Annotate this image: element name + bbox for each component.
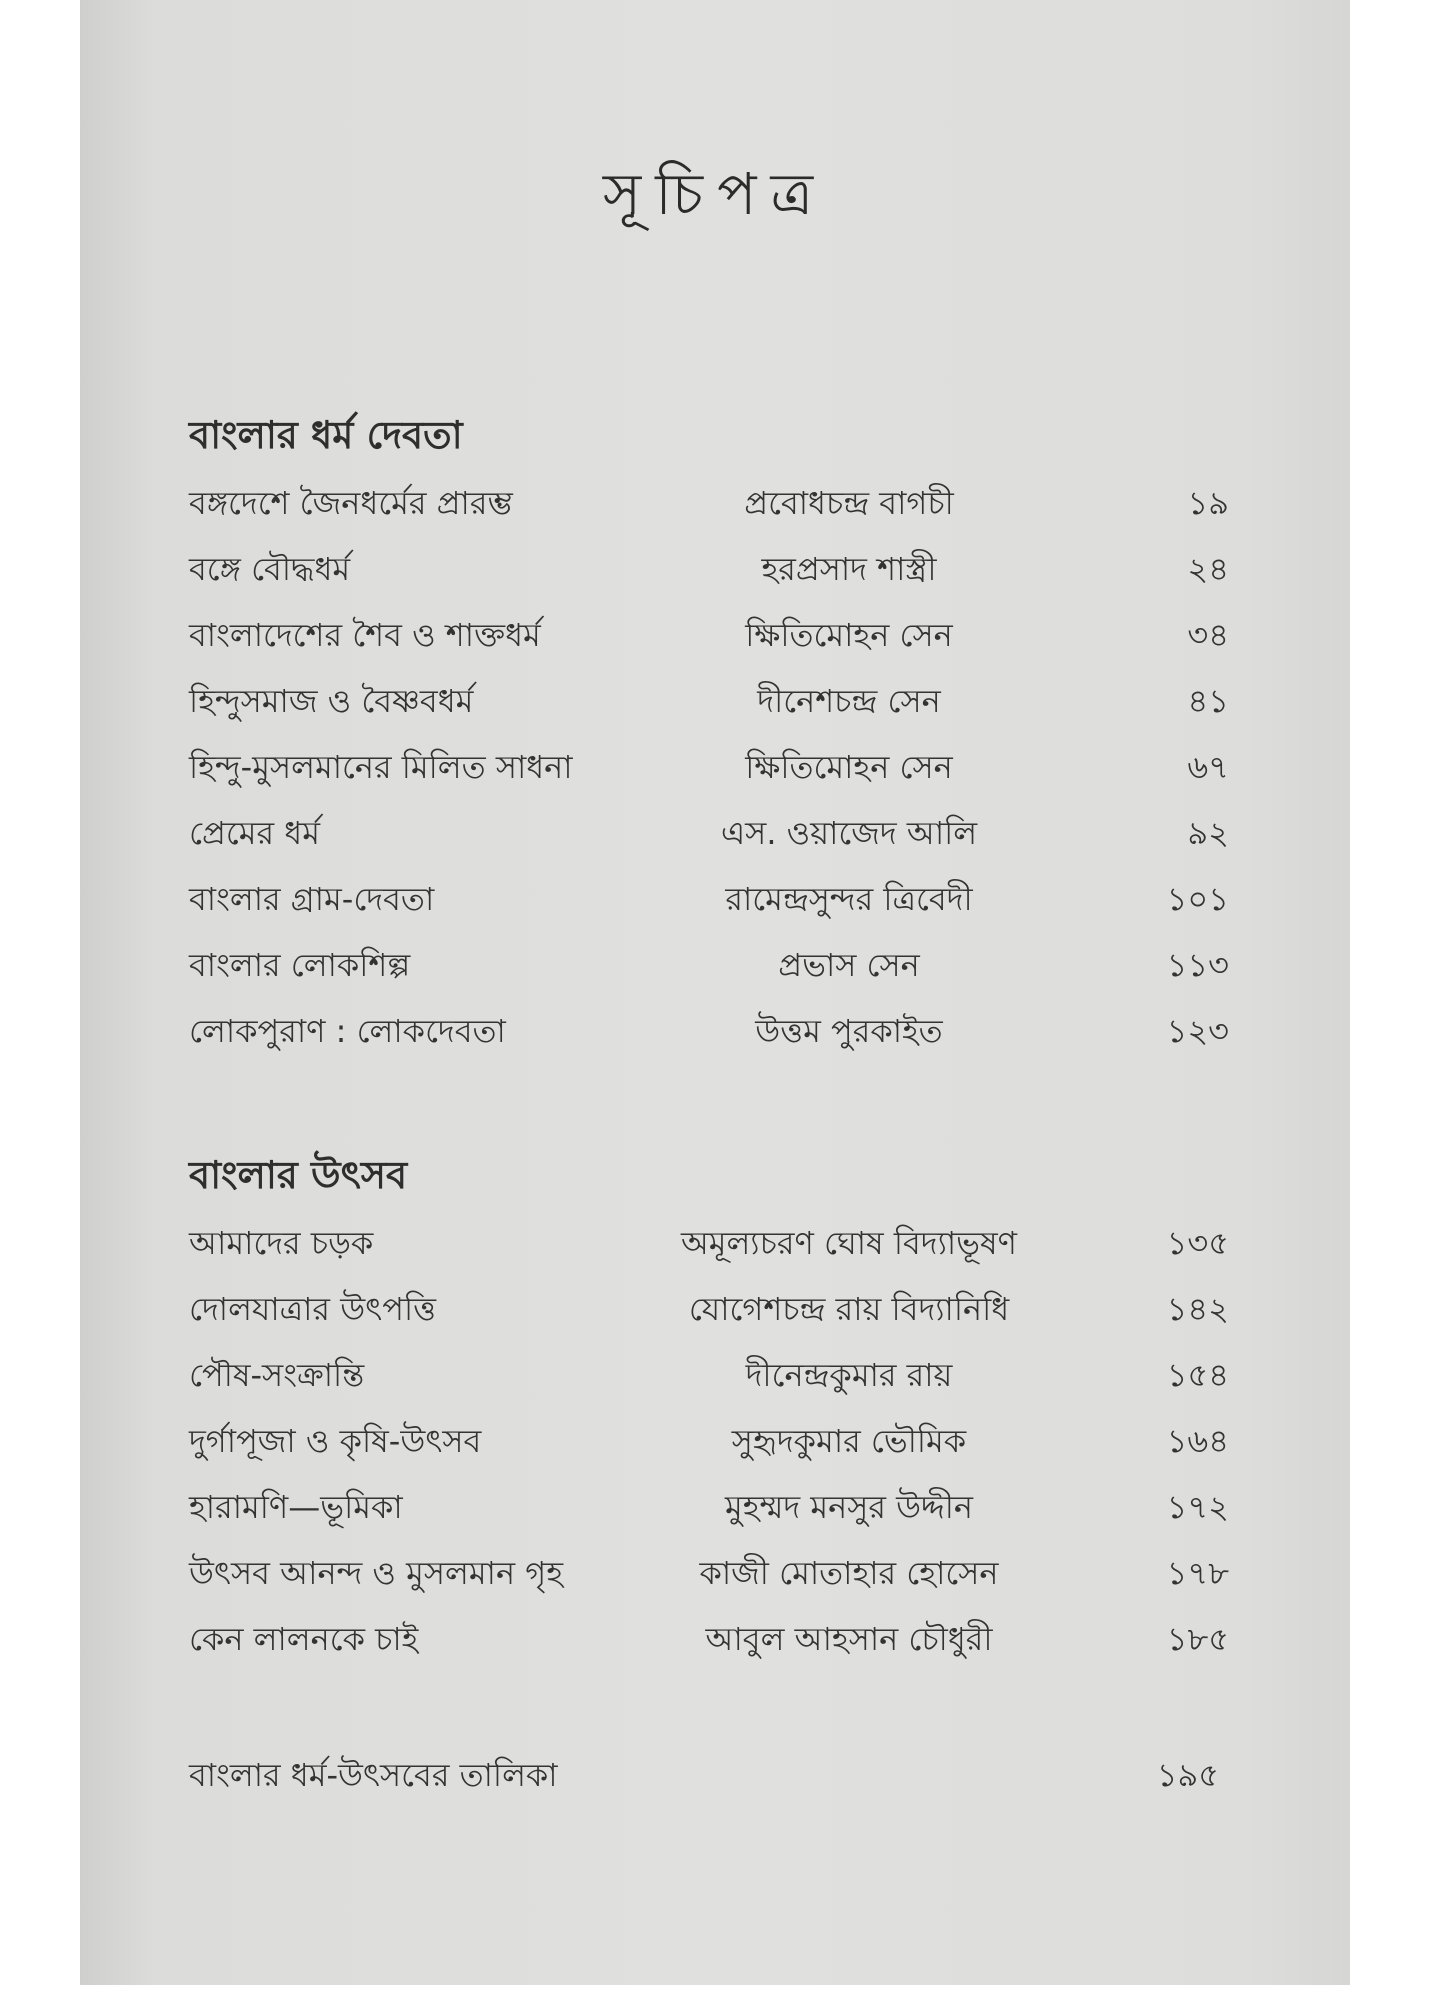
entry-page: ১০১ xyxy=(1166,880,1229,918)
toc-entry[interactable] xyxy=(189,998,1249,1064)
section-heading: বাংলার উৎসব xyxy=(189,1153,408,1197)
entry-page: ৯২ xyxy=(1187,814,1229,852)
entry-author: রামেন্দ্রসুন্দর ত্রিবেদী xyxy=(725,880,973,918)
entry-author: সুহৃদকুমার ভৌমিক xyxy=(731,1422,967,1460)
entry-author: যোগেশচন্দ্র রায় বিদ্যানিধি xyxy=(688,1290,1010,1328)
entry-page: ১৪২ xyxy=(1166,1290,1229,1328)
entry-author: অমূল্যচরণ ঘোষ বিদ্যাভূষণ xyxy=(680,1224,1017,1262)
entry-author: আবুল আহসান চৌধুরী xyxy=(705,1620,993,1658)
entry-page: ১৭৮ xyxy=(1166,1554,1229,1592)
entry-title: হারামণি—ভূমিকা xyxy=(189,1488,403,1526)
toc-entry[interactable] xyxy=(189,602,1249,668)
entry-author: প্রভাস সেন xyxy=(778,946,920,984)
entry-title: বাংলাদেশের শৈব ও শাক্তধর্ম xyxy=(189,616,541,654)
entry-title: হিন্দুসমাজ ও বৈষ্ণবধর্ম xyxy=(189,682,474,720)
entry-page: ১৯ xyxy=(1187,484,1229,522)
toc-entry[interactable] xyxy=(189,1474,1249,1540)
section-festivals xyxy=(189,1140,1249,1672)
entry-author: উত্তম পুরকাইত xyxy=(755,1012,943,1050)
entry-page: ১৩৫ xyxy=(1166,1224,1229,1262)
entry-author: দীনেশচন্দ্র সেন xyxy=(757,682,941,720)
entry-page: ১৯৫ xyxy=(1156,1756,1219,1794)
entry-page: ৬৭ xyxy=(1187,748,1229,786)
entry-title: লোকপুরাণ : লোকদেবতা xyxy=(189,1012,506,1050)
toc-entry[interactable] xyxy=(189,668,1249,734)
section-religion xyxy=(189,400,1249,1064)
toc-entry[interactable] xyxy=(189,1342,1249,1408)
toc-list xyxy=(189,470,1249,1064)
toc-entry[interactable] xyxy=(189,470,1249,536)
entry-author: দীনেন্দ্রকুমার রায় xyxy=(745,1356,953,1394)
book-page xyxy=(80,0,1350,1985)
entry-title: উৎসব আনন্দ ও মুসলমান গৃহ xyxy=(189,1554,564,1592)
toc-entry[interactable] xyxy=(189,734,1249,800)
entry-title: বাংলার গ্রাম-দেবতা xyxy=(189,880,435,918)
section-appendix xyxy=(189,1742,1249,1808)
entry-author: হরপ্রসাদ শাস্ত্রী xyxy=(761,550,937,588)
entry-author: কাজী মোতাহার হোসেন xyxy=(699,1554,999,1592)
toc-entry[interactable] xyxy=(189,1408,1249,1474)
entry-author: এস. ওয়াজেদ আলি xyxy=(720,814,978,852)
entry-author: মুহম্মদ মনসুর উদ্দীন xyxy=(725,1488,973,1526)
entry-title: দুর্গাপূজা ও কৃষি-উৎসব xyxy=(189,1422,482,1460)
entry-page: ১৮৫ xyxy=(1166,1620,1229,1658)
entry-author: প্রবোধচন্দ্র বাগচী xyxy=(744,484,954,522)
entry-page: ১৬৪ xyxy=(1166,1422,1229,1460)
entry-title: হিন্দু-মুসলমানের মিলিত সাধনা xyxy=(189,748,573,786)
entry-title: বাংলার লোকশিল্প xyxy=(189,946,411,984)
entry-title: বাংলার ধর্ম-উৎসবের তালিকা xyxy=(189,1756,558,1794)
toc-entry[interactable] xyxy=(189,1606,1249,1672)
entry-title: বঙ্গে বৌদ্ধধর্ম xyxy=(189,550,351,588)
entry-page: ১২৩ xyxy=(1166,1012,1229,1050)
entry-page: ১৭২ xyxy=(1166,1488,1229,1526)
toc-entry[interactable] xyxy=(189,932,1249,998)
toc-list xyxy=(189,1210,1249,1672)
entry-title: দোলযাত্রার উৎপত্তি xyxy=(189,1290,436,1328)
entry-title: পৌষ-সংক্রান্তি xyxy=(189,1356,365,1394)
entry-title: প্রেমের ধর্ম xyxy=(189,814,320,852)
section-heading: বাংলার ধর্ম দেবতা xyxy=(189,413,463,457)
entry-title: কেন লালনকে চাই xyxy=(189,1620,419,1658)
entry-page: ৪১ xyxy=(1187,682,1229,720)
entry-page: ২৪ xyxy=(1187,550,1229,588)
toc-entry[interactable] xyxy=(189,1210,1249,1276)
entry-page: ৩৪ xyxy=(1187,616,1229,654)
toc-entry[interactable] xyxy=(189,866,1249,932)
toc-entry[interactable] xyxy=(189,800,1249,866)
toc-entry-appendix[interactable] xyxy=(189,1742,1249,1808)
entry-title: বঙ্গদেশে জৈনধর্মের প্রারম্ভ xyxy=(189,484,513,522)
toc-entry[interactable] xyxy=(189,536,1249,602)
entry-page: ১১৩ xyxy=(1166,946,1229,984)
entry-author: ক্ষিতিমোহন সেন xyxy=(745,748,953,786)
entry-author: ক্ষিতিমোহন সেন xyxy=(745,616,953,654)
page-title: সূচিপত্র xyxy=(602,160,828,228)
entry-title: আমাদের চড়ক xyxy=(189,1224,374,1262)
toc-entry[interactable] xyxy=(189,1540,1249,1606)
toc-entry[interactable] xyxy=(189,1276,1249,1342)
entry-page: ১৫৪ xyxy=(1166,1356,1229,1394)
